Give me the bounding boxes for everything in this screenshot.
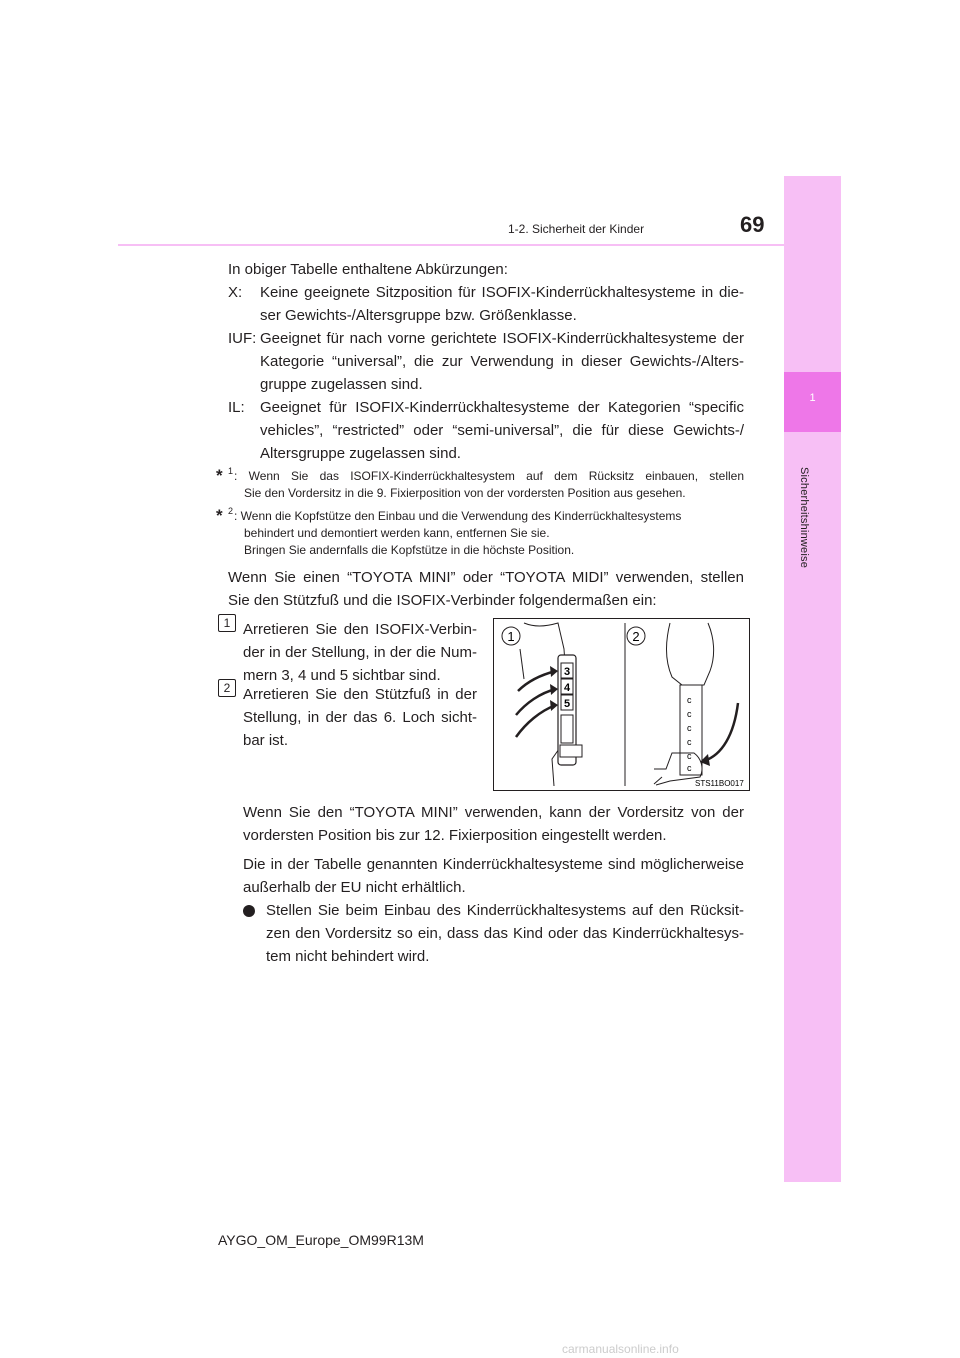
- abbr-text-iuf-line3: gruppe zugelassen sind.: [260, 376, 423, 393]
- abbr-text-il-line2: vehicles”, “restricted” oder “semi-universal”, die für diese Gewichts-/: [260, 422, 744, 439]
- step-2-line2: Stellung, in der das 6. Loch sicht-: [243, 709, 477, 726]
- svg-text:c: c: [687, 709, 692, 719]
- abbr-text-il-line3: Altersgruppe zugelassen sind.: [260, 445, 461, 462]
- eu-para-line2: außerhalb der EU nicht erhältlich.: [243, 879, 466, 896]
- chapter-name: Sicherheitshinweise: [798, 467, 810, 569]
- abbr-text-iuf-line1: Geeignet für nach vorne gerichtete ISOFIX-Kinderrückhaltesysteme der: [260, 330, 744, 347]
- header-divider: [118, 244, 784, 246]
- bullet-icon: [243, 905, 255, 917]
- svg-text:c: c: [687, 723, 692, 733]
- step-1-line1: Arretieren Sie den ISOFIX-Verbin-: [243, 621, 477, 638]
- footnote2-mark: *: [216, 506, 223, 525]
- abbr-key-iuf: IUF:: [228, 330, 257, 347]
- eu-para-line1: Die in der Tabelle genannten Kinderrückhaltesysteme sind möglicherweise: [243, 856, 744, 873]
- svg-text:c: c: [687, 751, 692, 761]
- support-leg-top: [667, 623, 714, 685]
- figure-label-1: 1: [507, 629, 515, 644]
- connector-number-5: 5: [563, 698, 571, 710]
- svg-text:c: c: [687, 695, 692, 705]
- arrow-icon: [516, 689, 556, 715]
- isofix-illustration: [494, 619, 749, 790]
- abbreviations-intro: In obiger Tabelle enthaltene Abkürzungen:: [228, 261, 508, 278]
- section-title: 1-2. Sicherheit der Kinder: [508, 222, 645, 236]
- watermark: carmanualsonline.info: [562, 1342, 679, 1356]
- isofix-figure: [493, 618, 750, 791]
- footnote2-line1: : Wenn die Kopfstütze den Einbau und die Verwendung des Kinderrückhaltesystems: [234, 509, 682, 523]
- step-1-number: 1: [218, 614, 236, 632]
- footnote1-sub: 1: [228, 466, 234, 476]
- bullet-line2: zen den Vordersitz so ein, dass das Kind oder das Kinderrückhaltesys-: [266, 925, 744, 942]
- abbr-key-x: X:: [228, 284, 243, 301]
- chapter-sidebar: [784, 176, 841, 1182]
- step-1-line3: mern 3, 4 und 5 sichtbar sind.: [243, 667, 441, 684]
- step-2-number: 2: [218, 679, 236, 697]
- abbr-text-iuf-line2: Kategorie “universal”, die zur Verwendung in dieser Gewichts-/Alters-: [260, 353, 744, 370]
- figure-label-2: 2: [632, 629, 640, 644]
- abbr-text-il-line1: Geeignet für ISOFIX-Kinderrückhaltesysteme der Kategorien “specific: [260, 399, 744, 416]
- svg-text:c: c: [687, 737, 692, 747]
- mini-para-line2: vordersten Position bis zur 12. Fixierposition eingestellt werden.: [243, 827, 667, 844]
- footer-doc-id: AYGO_OM_Europe_OM99R13M: [218, 1232, 424, 1248]
- bullet-line1: Stellen Sie beim Einbau des Kinderrückhaltesystems auf den Rücksit-: [266, 902, 744, 919]
- step-1-line2: der in der Stellung, in der die Num-: [243, 644, 477, 661]
- figure-code: STS11BO017: [695, 779, 744, 788]
- abbr-text-x-line1: Keine geeignete Sitzposition für ISOFIX-Kinderrückhaltesysteme in die-: [260, 284, 744, 301]
- page-number: 69: [740, 212, 765, 237]
- connector-number-3: 3: [563, 666, 571, 678]
- footnote1-mark: *: [216, 466, 223, 485]
- chapter-number: 1: [809, 392, 816, 404]
- footnote2-line2: behindert und demontiert werden kann, entfernen Sie sie.: [244, 526, 550, 540]
- footnote1-line1: : Wenn Sie das ISOFIX-Kinderrückhaltesystem auf dem Rücksitz einbauen, stellen: [234, 469, 744, 483]
- svg-text:c: c: [687, 763, 692, 773]
- step-2-line1: Arretieren Sie den Stützfuß in der: [243, 686, 477, 703]
- mini-para-line1: Wenn Sie den “TOYOTA MINI” verwenden, kann der Vordersitz von der: [243, 804, 744, 821]
- footnote2-sub: 2: [228, 506, 234, 516]
- connector-number-4: 4: [563, 682, 571, 694]
- bullet-line3: tem nicht behindert wird.: [266, 948, 430, 965]
- mini-midi-para-line2: Sie den Stützfuß und die ISOFIX-Verbinder folgendermaßen ein:: [228, 592, 657, 609]
- footnote1-line2: Sie den Vordersitz in die 9. Fixierposition von der vordersten Position aus gesehen.: [244, 486, 686, 500]
- abbr-key-il: IL:: [228, 399, 245, 416]
- step-2-line3: bar ist.: [243, 732, 289, 749]
- arrow-icon: [704, 703, 738, 761]
- mini-midi-para-line1: Wenn Sie einen “TOYOTA MINI” oder “TOYOTA MIDI” verwenden, stellen: [228, 569, 744, 586]
- footnote2-line3: Bringen Sie andernfalls die Kopfstütze in die höchste Position.: [244, 543, 575, 557]
- abbr-text-x-line2: ser Gewichts-/Altersgruppe bzw. Größenklasse.: [260, 307, 577, 324]
